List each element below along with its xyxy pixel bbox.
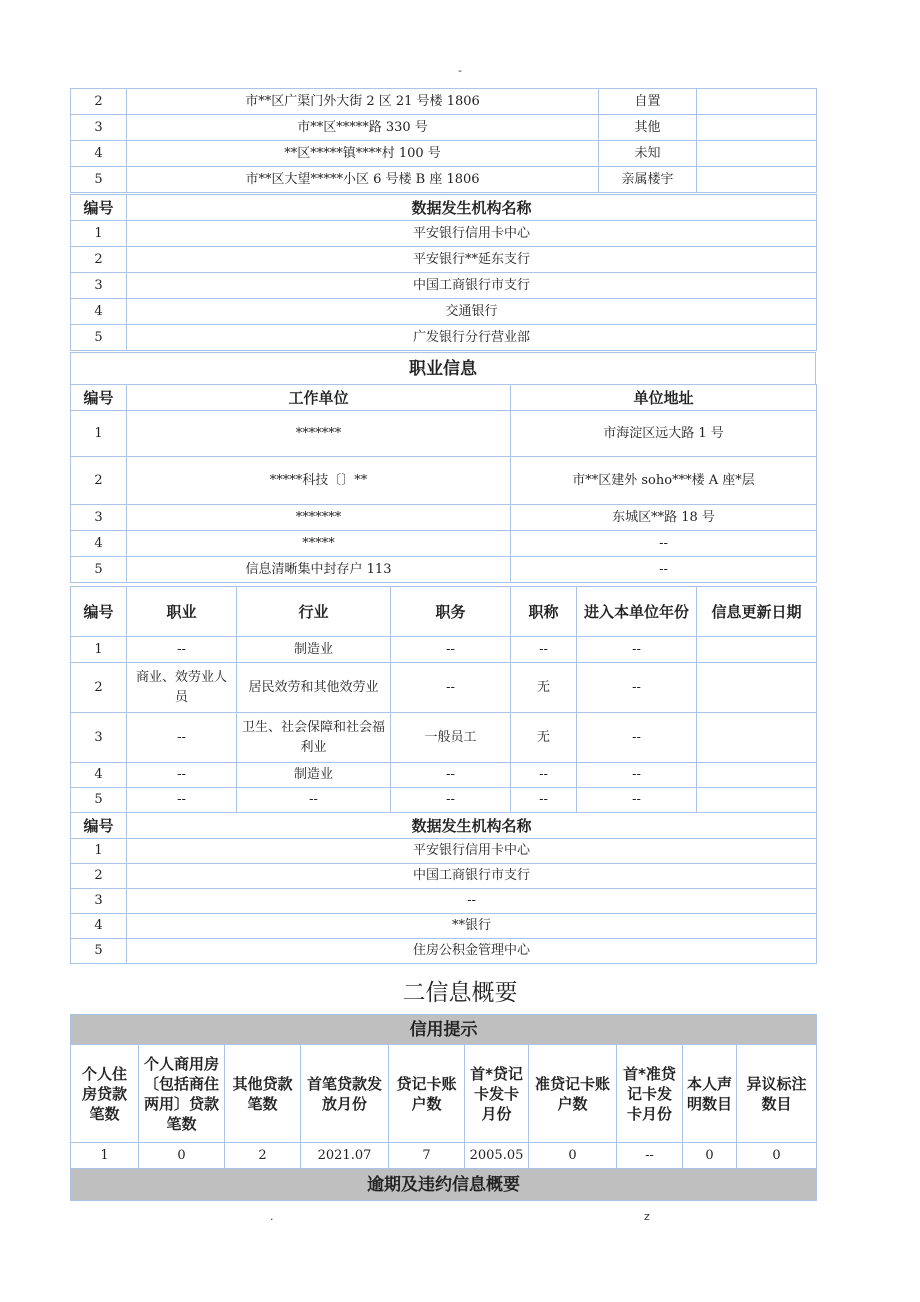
- address-cell: **区*****镇****村 100 号: [127, 141, 599, 167]
- value-quasi-card-accounts: 0: [529, 1143, 617, 1169]
- residence-status: 亲属楼宇: [599, 167, 697, 193]
- industry: 卫生、社会保障和社会福利业: [237, 713, 391, 763]
- col-header-updated: 信息更新日期: [697, 587, 817, 637]
- value-first-card-month: 2005.05: [465, 1143, 529, 1169]
- table-row: [71, 713, 817, 763]
- company-name: *******: [127, 411, 511, 457]
- company-address: --: [511, 531, 817, 557]
- col-header-no: 编号: [71, 587, 127, 637]
- overdue-summary-title: 逾期及违约信息概要: [71, 1169, 817, 1201]
- col-header-position: 职务: [391, 587, 511, 637]
- industry: 制造业: [237, 763, 391, 788]
- company-name: *****: [127, 531, 511, 557]
- residence-status: 自置: [599, 89, 697, 115]
- position: --: [391, 663, 511, 713]
- job-title: 无: [511, 663, 577, 713]
- industry: --: [237, 788, 391, 813]
- job-title: 无: [511, 713, 577, 763]
- table-header-row: [71, 195, 817, 221]
- company-name: *******: [127, 505, 511, 531]
- footer-left-mark: .: [270, 1210, 274, 1223]
- credit-summary-table: [70, 1014, 817, 1201]
- section-title-career: 职业信息: [71, 353, 816, 385]
- table-row: [71, 325, 817, 351]
- company-name: *****科技〔〕**: [127, 457, 511, 505]
- col-header-join-year: 进入本单位年份: [577, 587, 697, 637]
- row-no: 4: [71, 914, 127, 939]
- value-disputes: 0: [737, 1143, 817, 1169]
- header-mark: -: [458, 64, 462, 77]
- join-year: --: [577, 637, 697, 663]
- col-header-first-card-month: 首*贷记卡发卡月份: [465, 1045, 529, 1143]
- table-row: [71, 889, 817, 914]
- table-row: [71, 864, 817, 889]
- col-header-company-address: 单位地址: [511, 385, 817, 411]
- residence-status: 未知: [599, 141, 697, 167]
- table-row: [71, 411, 817, 457]
- career-table: [70, 384, 817, 583]
- extra-cell: [697, 89, 817, 115]
- table-row: [71, 557, 817, 583]
- industry: 居民效劳和其他效劳业: [237, 663, 391, 713]
- position: --: [391, 637, 511, 663]
- value-other-loans: 2: [225, 1143, 301, 1169]
- row-no: 1: [71, 637, 127, 663]
- table-row: [71, 663, 817, 713]
- join-year: --: [577, 763, 697, 788]
- company-name: 信息清晰集中封存户 113: [127, 557, 511, 583]
- address-table: [70, 88, 817, 193]
- row-no: 3: [71, 273, 127, 299]
- institution-name: 中国工商银行市支行: [127, 273, 817, 299]
- row-no: 5: [71, 167, 127, 193]
- value-first-loan-month: 2021.07: [301, 1143, 389, 1169]
- table-row: [71, 299, 817, 325]
- table-row: [71, 531, 817, 557]
- table-row: [71, 273, 817, 299]
- position: --: [391, 763, 511, 788]
- occupation: 商业、效劳业人员: [127, 663, 237, 713]
- table-row: [71, 141, 817, 167]
- col-header-company: 工作单位: [127, 385, 511, 411]
- table-row: [71, 167, 817, 193]
- col-header-no: 编号: [71, 385, 127, 411]
- join-year: --: [577, 788, 697, 813]
- extra-cell: [697, 141, 817, 167]
- job-title: --: [511, 763, 577, 788]
- occupation: --: [127, 788, 237, 813]
- institution-name: 平安银行信用卡中心: [127, 221, 817, 247]
- updated-date: [697, 637, 817, 663]
- occupation: --: [127, 713, 237, 763]
- position: --: [391, 788, 511, 813]
- table-row: [71, 457, 817, 505]
- row-no: 4: [71, 531, 127, 557]
- table-row: [71, 221, 817, 247]
- row-no: 4: [71, 763, 127, 788]
- table-row: [71, 115, 817, 141]
- table-header-row: [71, 1045, 817, 1143]
- company-address: 市**区建外 soho***楼 A 座*层: [511, 457, 817, 505]
- company-address: 市海淀区远大路 1 号: [511, 411, 817, 457]
- table-header-row: [71, 385, 817, 411]
- col-header-title: 职称: [511, 587, 577, 637]
- institution-table-1: [70, 194, 817, 351]
- col-header-commercial-loans: 个人商用房〔包括商住两用〕贷款笔数: [139, 1045, 225, 1143]
- col-header-disputes: 异议标注数目: [737, 1045, 817, 1143]
- table-row: [71, 763, 817, 788]
- row-no: 5: [71, 325, 127, 351]
- section-title-summary: 二信息概要: [402, 980, 518, 1006]
- updated-date: [697, 788, 817, 813]
- table-row: [71, 914, 817, 939]
- row-no: 4: [71, 141, 127, 167]
- occupation: --: [127, 637, 237, 663]
- institution-name: 平安银行**延东支行: [127, 247, 817, 273]
- value-housing-loans: 1: [71, 1143, 139, 1169]
- row-no: 2: [71, 247, 127, 273]
- career-title-table: [70, 352, 816, 385]
- row-no: 3: [71, 889, 127, 914]
- row-no: 4: [71, 299, 127, 325]
- table-row: [71, 939, 817, 964]
- job-title: --: [511, 637, 577, 663]
- col-header-occupation: 职业: [127, 587, 237, 637]
- institution-table-2: [70, 812, 817, 964]
- row-no: 5: [71, 557, 127, 583]
- table-header-row: [71, 813, 817, 839]
- row-no: 5: [71, 788, 127, 813]
- col-header-no: 编号: [71, 195, 127, 221]
- col-header-industry: 行业: [237, 587, 391, 637]
- occupation: --: [127, 763, 237, 788]
- col-header-declarations: 本人声明数目: [683, 1045, 737, 1143]
- col-header-quasi-card-accounts: 准贷记卡账户数: [529, 1045, 617, 1143]
- row-no: 2: [71, 457, 127, 505]
- address-cell: 市**区广渠门外大街 2 区 21 号楼 1806: [127, 89, 599, 115]
- address-cell: 市**区大望*****小区 6 号楼 B 座 1806: [127, 167, 599, 193]
- col-header-other-loans: 其他贷款笔数: [225, 1045, 301, 1143]
- institution-name: 中国工商银行市支行: [127, 864, 817, 889]
- institution-name: **银行: [127, 914, 817, 939]
- address-cell: 市**区*****路 330 号: [127, 115, 599, 141]
- table-row: [71, 1143, 817, 1169]
- row-no: 3: [71, 115, 127, 141]
- updated-date: [697, 713, 817, 763]
- updated-date: [697, 763, 817, 788]
- row-no: 1: [71, 221, 127, 247]
- table-row: [71, 637, 817, 663]
- row-no: 1: [71, 411, 127, 457]
- table-row: [71, 788, 817, 813]
- col-header-institution: 数据发生机构名称: [127, 813, 817, 839]
- value-first-quasi-card-month: --: [617, 1143, 683, 1169]
- table-row: [71, 247, 817, 273]
- institution-name: 交通银行: [127, 299, 817, 325]
- table-header-row: [71, 587, 817, 637]
- industry: 制造业: [237, 637, 391, 663]
- residence-status: 其他: [599, 115, 697, 141]
- row-no: 2: [71, 663, 127, 713]
- value-credit-card-accounts: 7: [389, 1143, 465, 1169]
- row-no: 2: [71, 864, 127, 889]
- join-year: --: [577, 713, 697, 763]
- col-header-housing-loans: 个人住房贷款笔数: [71, 1045, 139, 1143]
- extra-cell: [697, 115, 817, 141]
- job-title: --: [511, 788, 577, 813]
- job-table: [70, 586, 817, 813]
- table-row: [71, 505, 817, 531]
- row-no: 1: [71, 839, 127, 864]
- row-no: 2: [71, 89, 127, 115]
- value-declarations: 0: [683, 1143, 737, 1169]
- extra-cell: [697, 167, 817, 193]
- row-no: 3: [71, 505, 127, 531]
- col-header-first-loan-month: 首笔贷款发放月份: [301, 1045, 389, 1143]
- institution-name: 平安银行信用卡中心: [127, 839, 817, 864]
- company-address: 东城区**路 18 号: [511, 505, 817, 531]
- position: 一般员工: [391, 713, 511, 763]
- company-address: --: [511, 557, 817, 583]
- footer-right-mark: z: [644, 1210, 650, 1223]
- institution-name: --: [127, 889, 817, 914]
- value-commercial-loans: 0: [139, 1143, 225, 1169]
- updated-date: [697, 663, 817, 713]
- credit-hint-title: 信用提示: [71, 1015, 817, 1045]
- institution-name: 广发银行分行营业部: [127, 325, 817, 351]
- col-header-credit-card-accounts: 贷记卡账户数: [389, 1045, 465, 1143]
- join-year: --: [577, 663, 697, 713]
- table-row: [71, 839, 817, 864]
- col-header-no: 编号: [71, 813, 127, 839]
- institution-name: 住房公积金管理中心: [127, 939, 817, 964]
- col-header-first-quasi-card-month: 首*准贷记卡发卡月份: [617, 1045, 683, 1143]
- row-no: 5: [71, 939, 127, 964]
- col-header-institution: 数据发生机构名称: [127, 195, 817, 221]
- row-no: 3: [71, 713, 127, 763]
- table-row: [71, 89, 817, 115]
